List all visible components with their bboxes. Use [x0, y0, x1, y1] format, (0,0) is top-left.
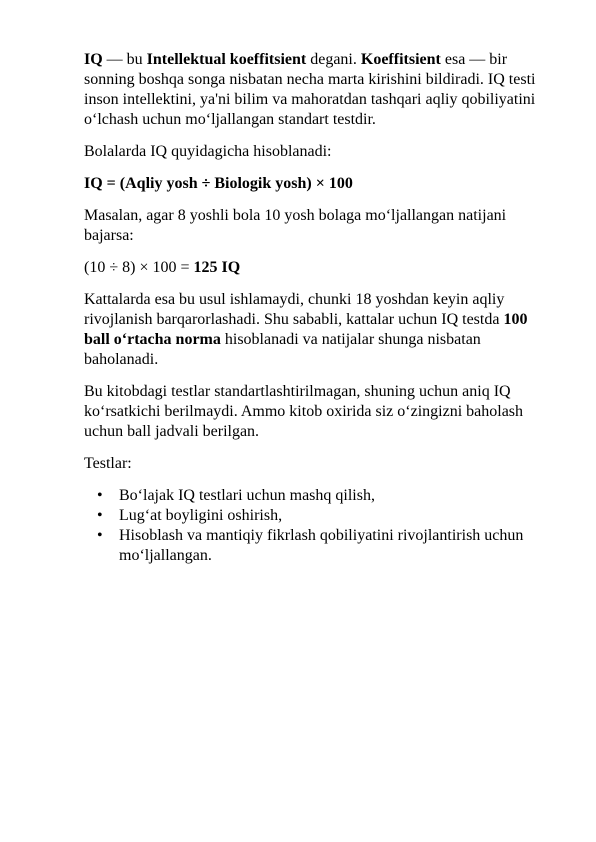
list-item: • Bo‘lajak IQ testlari uchun mashq qilish, — [119, 486, 554, 506]
example-expression: (10 ÷ 8) × 100 = — [84, 259, 194, 276]
norm-highlight: 100 ball o‘rtacha norma — [84, 311, 528, 348]
list-heading: Testlar: — [84, 455, 132, 472]
text-segment: esa — bir sonning boshqa songa nisbatan necha marta kirishini bildiradi. IQ testi inson intellektini, ya'ni bilim va mahoratdan tashqari aqliy qobiliyatini o‘lchash uchun mo‘ljallangan standart testdir. — [84, 51, 536, 128]
term-intellektual-koeffitsient: Intellektual koeffitsient — [146, 51, 307, 68]
document-page — [84, 50, 554, 566]
text-segment: hisoblanadi va natijalar shunga nisbatan baholanadi. — [84, 331, 481, 368]
list-item: • Lug‘at boyligini oshirish, — [119, 506, 554, 526]
paragraph-example-intro: Masalan, agar 8 yoshli bola 10 yosh bolaga mo‘ljallangan natijani bajarsa: — [84, 207, 507, 244]
example-result: 125 IQ — [193, 259, 241, 276]
text-segment: — bu — [102, 51, 147, 68]
paragraph-children-intro: Bolalarda IQ quyidagicha hisoblanadi: — [84, 143, 332, 160]
tests-list — [84, 486, 554, 566]
example-calculation — [84, 258, 554, 278]
paragraph-adults — [84, 290, 554, 370]
paragraph-book-note: Bu kitobdagi testlar standartlashtirilmagan, shuning uchun aniq IQ ko‘rsatkichi berilmaydi. Ammo kitob oxirida siz o‘zingizni baholash uchun ball jadvali berilgan. — [84, 383, 524, 440]
paragraph-iq-definition — [84, 50, 554, 130]
text-segment: Kattalarda esa bu usul ishlamaydi, chunki 18 yoshdan keyin aqliy rivojlanish barqarorlashadi. Shu sababli, kattalar uchun IQ testda — [84, 291, 505, 328]
formula-text: IQ = (Aqliy yosh ÷ Biologik yosh) × 100 — [84, 175, 353, 192]
list-item: • Hisoblash va mantiqiy fikrlash qobiliyatini rivojlantirish uchun mo‘ljallangan. — [119, 526, 554, 566]
formula — [84, 174, 554, 194]
text-segment: degani. — [306, 51, 361, 68]
term-koeffitsient: Koeffitsient — [360, 51, 441, 68]
term-iq: IQ — [84, 51, 103, 68]
